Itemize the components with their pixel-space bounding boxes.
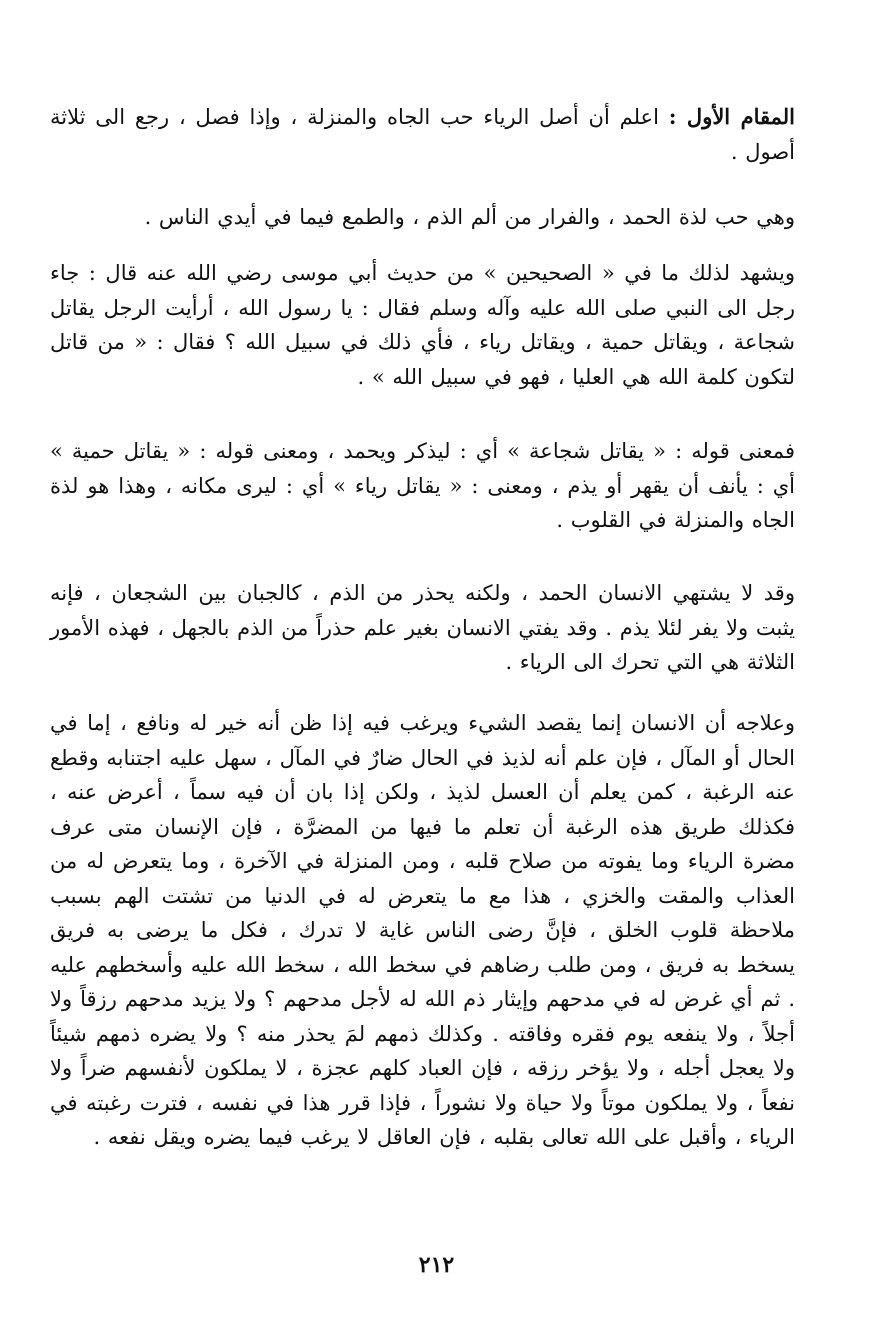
paragraph-4: فمعنى قوله : « يقاتل شجاعة » أي : ليذكر ويحمد ، ومعنى قوله : « يقاتل حمية » أي : يأنف أن يقهر أو يذم ، ومعنى : « يقاتل رياء » أي : ليرى مكانه ، وهذا هو لذة الجاه والمنزلة في القلوب . — [50, 439, 795, 532]
paragraph-5: وقد لا يشتهي الانسان الحمد ، ولكنه يحذر من الذم ، كالجبان بين الشجعان ، فإنه يثبت ولا يفر لئلا يذم . وقد يفتي الانسان بغير علم حذراً من الذم بالجهل ، فهذه الأمور الثلاثة هي التي تحرك الى الرياء . — [50, 581, 795, 674]
paragraph-3: ويشهد لذلك ما في « الصحيحين » من حديث أبي موسى رضي الله عنه قال : جاء رجل الى النبي صلى الله عليه وآله وسلم فقال : يا رسول الله ، أرأيت الرجل يقاتل شجاعة ، ويقاتل حمية ، ويقاتل رياء ، فأي ذلك في سبيل الله ؟ فقال : « من قاتل لتكون كلمة الله هي العليا ، فهو في سبيل الله » . — [50, 261, 795, 389]
paragraph-6: وعلاجه أن الانسان إنما يقصد الشيء ويرغب فيه إذا ظن أنه خير له ونافع ، إما في الحال أو المآل ، فإن علم أنه لذيذ في الحال ضارٌ في المآل ، سهل عليه اجتنابه وقطع عنه الرغبة ، كمن يعلم أن العسل لذيذ ، ولكن إذا بان أن فيه سماً ، أعرض عنه ، فكذلك طريق هذه الرغبة أن تعلم ما فيها من المضرَّة ، فإن الإنسان متى عرف مضرة الرياء وما يفوته من صلاح قلبه ، ومن المنزلة في الآخرة ، وما يتعرض له من العذاب والمقت والخزي ، هذا مع ما يتعرض له في الدنيا من تشتت الهم بسبب ملاحظة قلوب الخلق ، فإنَّ رضى الناس غاية لا تدرك ، فكل ما يرضى به فريق يسخط به فريق ، ومن طلب رضاهم في سخط الله ، سخط الله عليه وأسخطهم عليه . ثم أي غرض له في مدحهم وإيثار ذم الله له لأجل مدحهم ؟ ولا يزيد مدحهم رزقاً ولا أجلاً ، ولا ينفعه يوم فقره وفاقته . وكذلك ذمهم لمَ يحذر منه ؟ ولا يضره ذمهم شيئاً ولا يعجل أجله ، ولا يؤخر رزقه ، فإن العباد كلهم عجزة ، لا يملكون لأنفسهم ضراً ولا نفعاً ، ولا يملكون موتاً ولا حياة ولا نشوراً ، فإذا قرر هذا في نفسه ، فترت رغبته في الرياء ، وأقبل على الله تعالى بقلبه ، فإن العاقل لا يرغب فيما يضره ويقل نفعه . — [50, 711, 795, 1149]
page-number: ٢١٢ — [418, 1252, 455, 1278]
paragraph-1-text: اعلم أن أصل الرياء حب الجاه والمنزلة ، وإذا فصل ، رجع الى ثلاثة أصول . — [50, 105, 795, 164]
section-heading: المقام الأول : — [668, 104, 795, 129]
paragraph-1 — [50, 100, 795, 169]
paragraph-2: وهي حب لذة الحمد ، والفرار من ألم الذم ، والطمع فيما في أيدي الناس . — [144, 205, 795, 229]
